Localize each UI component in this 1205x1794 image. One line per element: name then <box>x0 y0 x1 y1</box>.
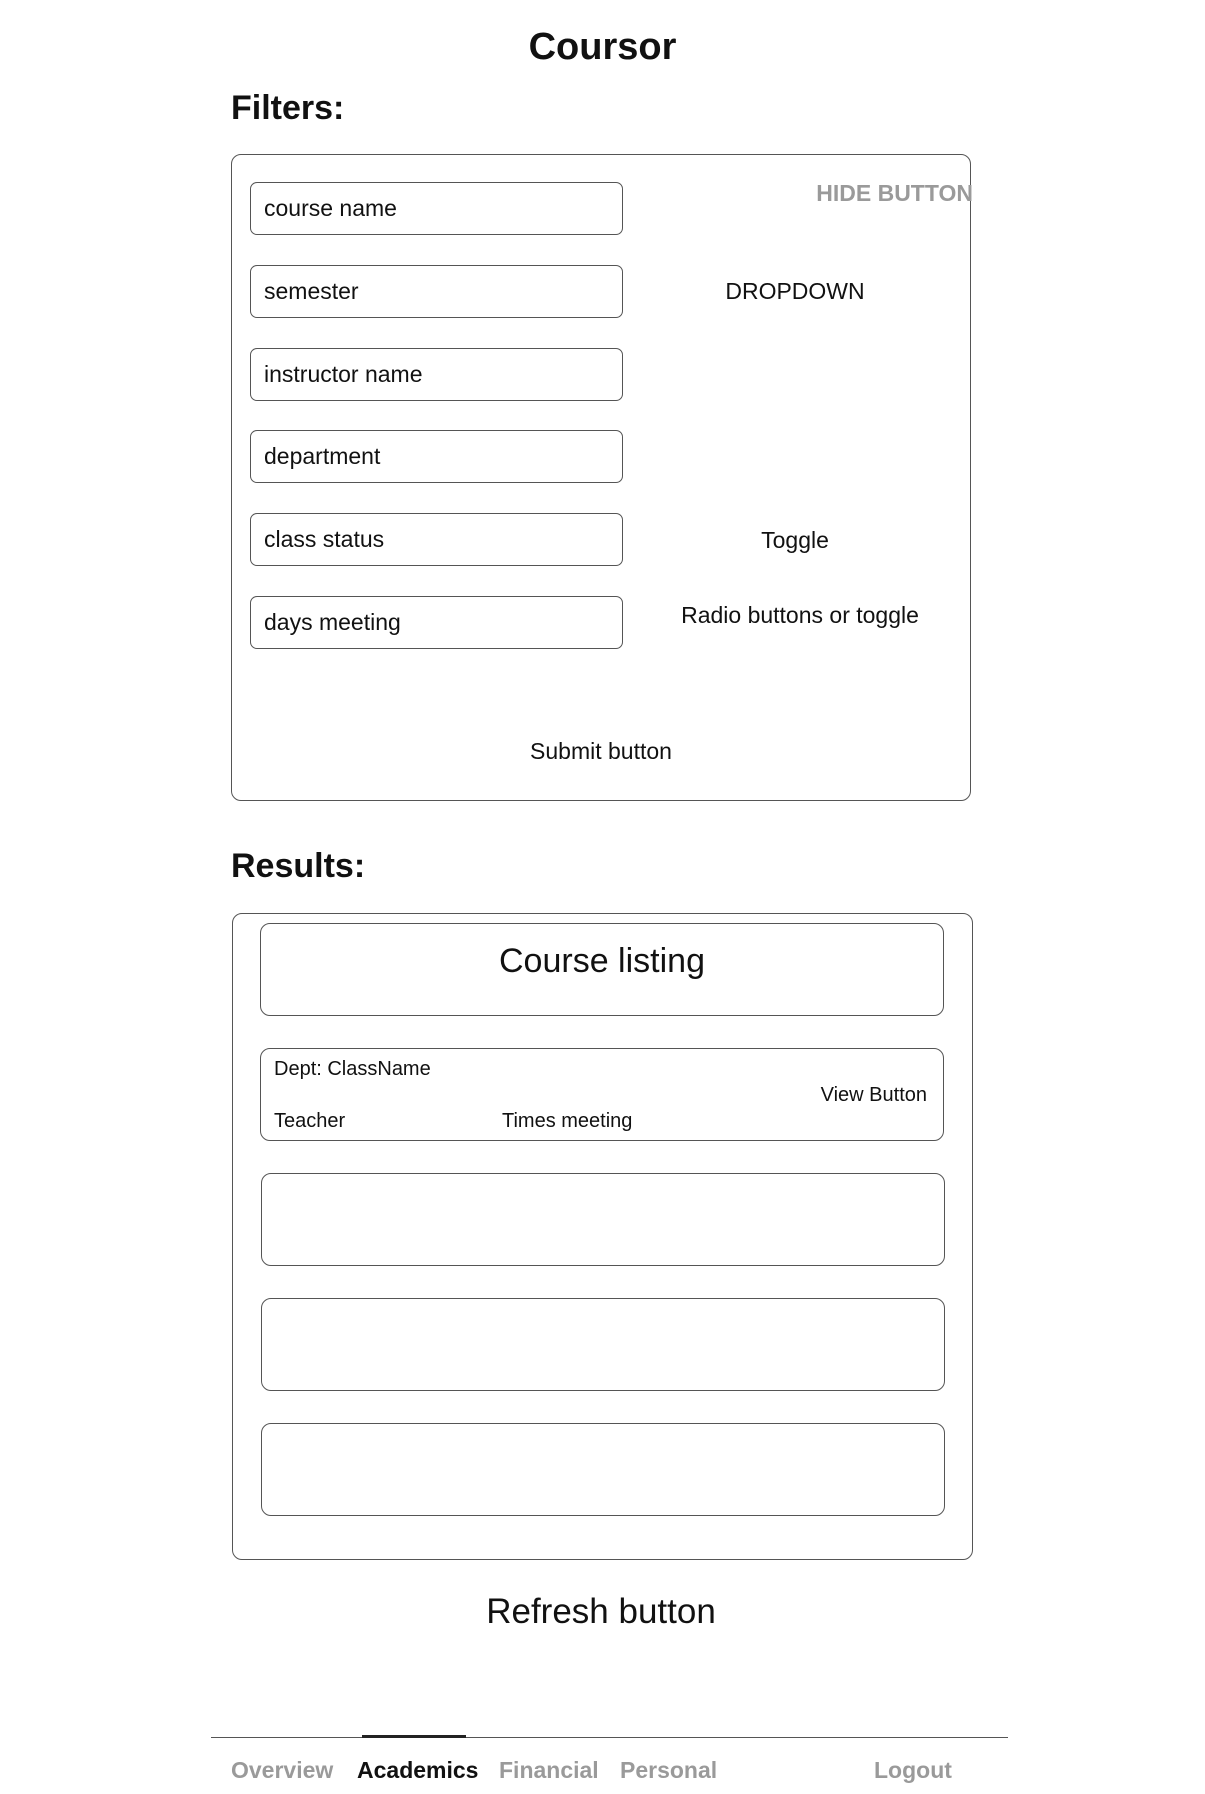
results-heading: Results: <box>231 847 366 885</box>
dept-class-name: Dept: ClassName <box>274 1058 431 1080</box>
nav-active-indicator <box>362 1735 466 1738</box>
teacher-name: Teacher <box>274 1110 346 1132</box>
course-name-input[interactable] <box>250 182 623 235</box>
semester-dropdown[interactable]: DROPDOWN <box>725 278 865 304</box>
nav-tab-financial[interactable]: Financial <box>499 1757 599 1783</box>
class-status-toggle[interactable]: Toggle <box>761 527 829 553</box>
app-title: Coursor <box>528 26 677 68</box>
instructor-name-input[interactable] <box>250 348 623 401</box>
times-meeting: Times meeting <box>502 1110 633 1132</box>
course-listing-card[interactable] <box>261 1173 945 1266</box>
nav-divider <box>211 1737 1008 1738</box>
course-listing-title: Course listing <box>499 942 705 980</box>
days-meeting-radio-group[interactable]: Radio buttons or toggle <box>681 602 919 628</box>
refresh-button[interactable]: Refresh button <box>486 1592 716 1631</box>
nav-tab-academics[interactable]: Academics <box>357 1757 479 1783</box>
nav-tab-personal[interactable]: Personal <box>620 1757 718 1783</box>
days-meeting-input[interactable] <box>250 596 623 649</box>
semester-input[interactable] <box>250 265 623 318</box>
course-listing-header-card <box>260 923 944 1016</box>
course-listing-card[interactable] <box>261 1298 945 1391</box>
course-listing-card[interactable] <box>260 1048 944 1141</box>
logout-button[interactable]: Logout <box>874 1757 952 1783</box>
filters-heading: Filters: <box>231 89 345 127</box>
course-listing-card[interactable] <box>261 1423 945 1516</box>
view-button[interactable]: View Button <box>820 1084 927 1106</box>
nav-tab-overview[interactable]: Overview <box>231 1757 334 1783</box>
hide-filters-button[interactable]: HIDE BUTTON <box>816 180 973 206</box>
submit-button[interactable]: Submit button <box>530 738 672 764</box>
class-status-input[interactable] <box>250 513 623 566</box>
department-input[interactable] <box>250 430 623 483</box>
